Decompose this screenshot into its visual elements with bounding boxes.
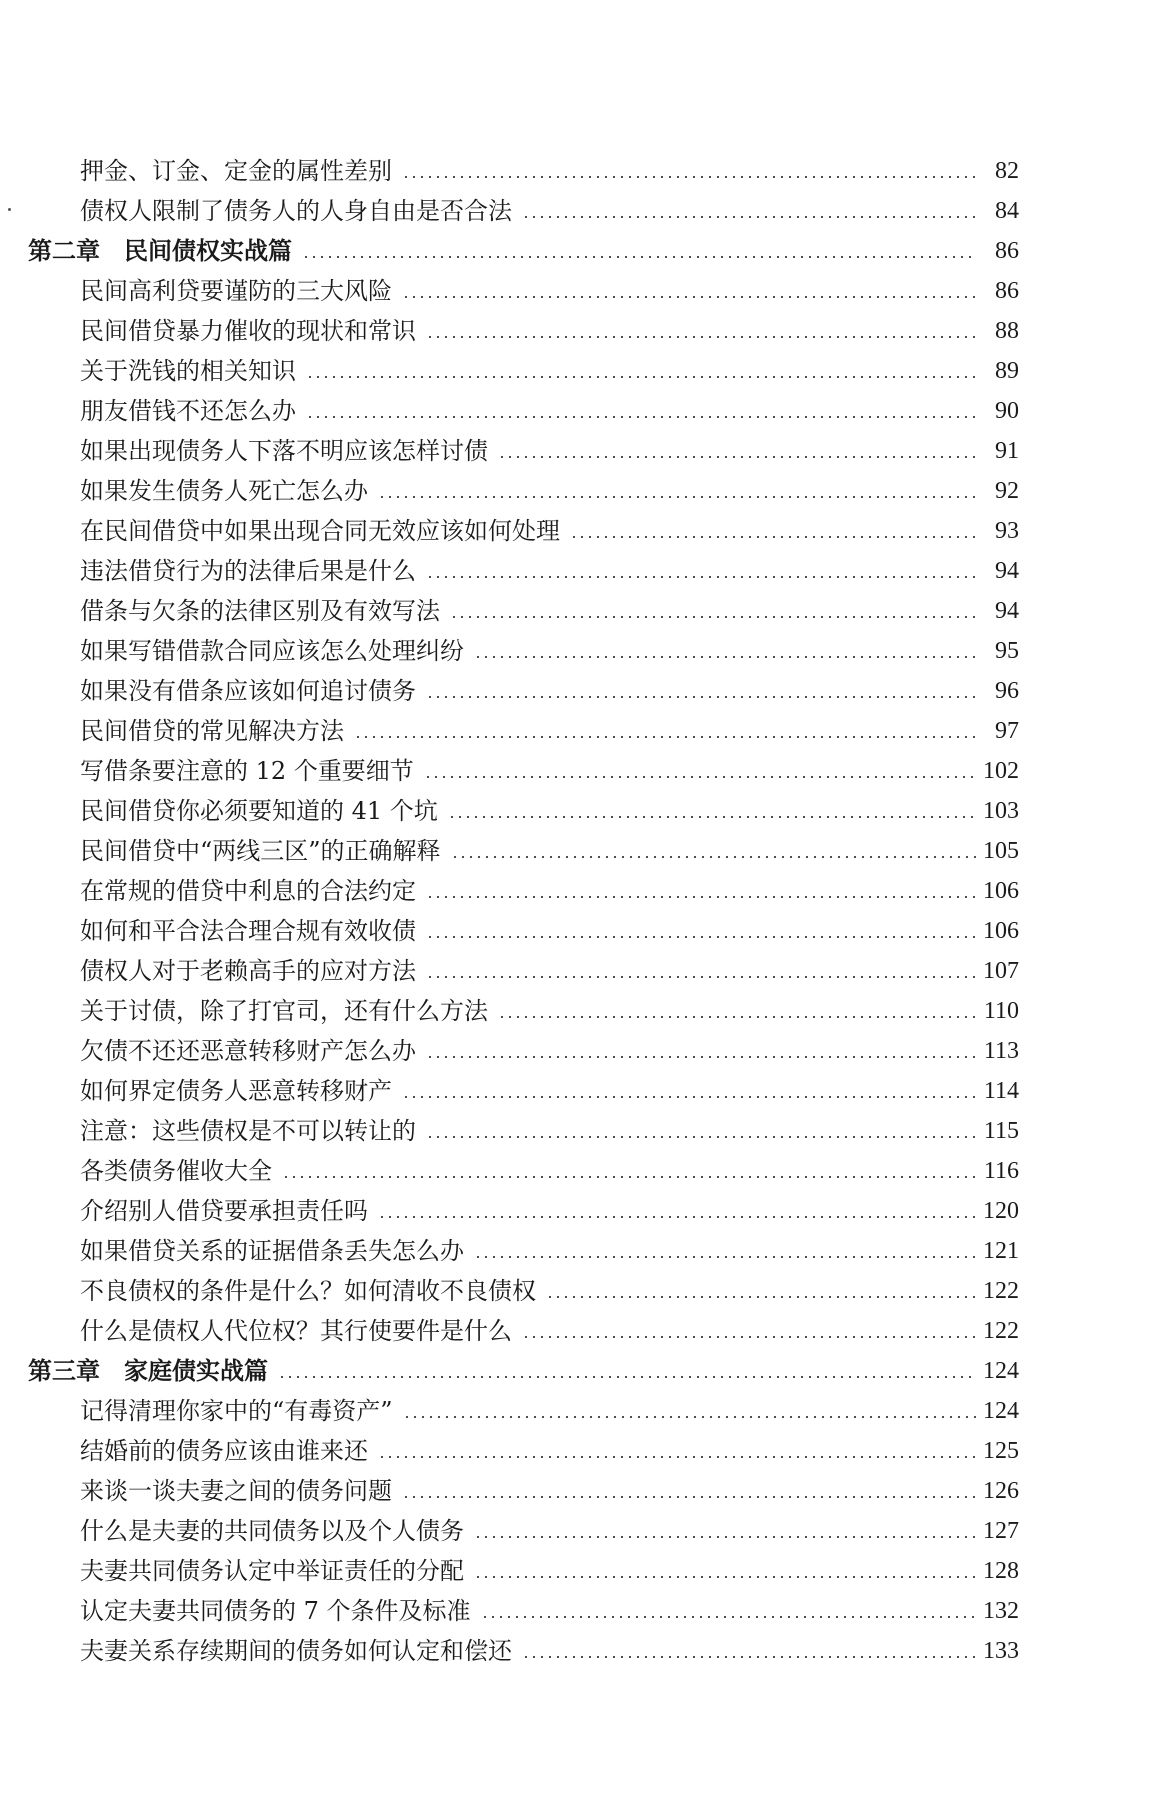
toc-entry-row xyxy=(0,706,1160,746)
entry-title: 朋友借钱不还怎么办 xyxy=(80,397,296,425)
toc-chapter-row xyxy=(0,226,1160,266)
toc-entry-row xyxy=(0,426,1160,466)
page-number: 88 xyxy=(995,318,1019,344)
toc-entry-row xyxy=(0,946,1160,986)
toc-entry-row xyxy=(0,1066,1160,1106)
dot-leader xyxy=(498,1016,977,1018)
entry-title: 借条与欠条的法律区别及有效写法 xyxy=(80,597,440,625)
toc-entry-row xyxy=(0,1226,1160,1266)
page-number: 125 xyxy=(983,1438,1019,1464)
toc-entry-row xyxy=(0,1426,1160,1466)
toc-entry-row xyxy=(0,506,1160,546)
dot-leader xyxy=(451,856,977,858)
entry-title: 民间借贷你必须要知道的 41 个坑 xyxy=(80,797,438,825)
toc-entry-row xyxy=(0,786,1160,826)
toc-entry-row xyxy=(0,626,1160,666)
entry-title: 各类债务催收大全 xyxy=(80,1157,272,1185)
page-number: 128 xyxy=(983,1558,1019,1584)
page-number: 114 xyxy=(983,1078,1019,1104)
toc-entry-row xyxy=(0,146,1160,186)
page-number: 126 xyxy=(983,1478,1019,1504)
dot-leader xyxy=(403,1416,977,1418)
dot-leader xyxy=(278,1376,977,1378)
page-number: 90 xyxy=(995,398,1019,424)
dot-leader xyxy=(402,1496,977,1498)
toc-entry-row xyxy=(0,1626,1160,1666)
page-number: 124 xyxy=(983,1398,1019,1424)
chapter-title: 第三章 家庭债实战篇 xyxy=(28,1356,268,1385)
toc-entry-row xyxy=(0,466,1160,506)
entry-title: 来谈一谈夫妻之间的债务问题 xyxy=(80,1477,392,1505)
dot-leader xyxy=(306,416,977,418)
entry-title: 注意：这些债权是不可以转让的 xyxy=(80,1117,416,1145)
dot-leader xyxy=(402,296,977,298)
page-number: 106 xyxy=(983,918,1019,944)
page-number: 120 xyxy=(983,1198,1019,1224)
entry-title: 结婚前的债务应该由谁来还 xyxy=(80,1437,368,1465)
entry-title: 民间借贷暴力催收的现状和常识 xyxy=(80,317,416,345)
page-number: 115 xyxy=(983,1118,1019,1144)
entry-title: 民间借贷的常见解决方法 xyxy=(80,717,344,745)
entry-title: 民间借贷中“两线三区”的正确解释 xyxy=(80,837,441,865)
entry-title: 认定夫妻共同债务的 7 个条件及标准 xyxy=(80,1597,471,1625)
page-number: 86 xyxy=(995,238,1019,264)
page-number: 95 xyxy=(995,638,1019,664)
toc-entry-row xyxy=(0,1026,1160,1066)
toc-entry-row xyxy=(0,1186,1160,1226)
entry-title: 写借条要注意的 12 个重要细节 xyxy=(80,757,414,785)
page-number: 132 xyxy=(983,1598,1019,1624)
dot-leader xyxy=(282,1176,977,1178)
dot-leader xyxy=(474,1576,977,1578)
dot-leader xyxy=(426,896,977,898)
dot-leader xyxy=(426,936,977,938)
toc-entry-row xyxy=(0,346,1160,386)
page-number: 93 xyxy=(995,518,1019,544)
dot-leader xyxy=(546,1296,977,1298)
page-number: 103 xyxy=(983,798,1019,824)
page-number: 105 xyxy=(983,838,1019,864)
page-number: 121 xyxy=(983,1238,1019,1264)
toc-entry-row xyxy=(0,1306,1160,1346)
toc-entry-row xyxy=(0,1466,1160,1506)
page-number: 102 xyxy=(983,758,1019,784)
entry-title: 如何界定债务人恶意转移财产 xyxy=(80,1077,392,1105)
page-number: 91 xyxy=(995,438,1019,464)
entry-title: 什么是债权人代位权？其行使要件是什么 xyxy=(80,1317,512,1345)
page-number: 86 xyxy=(995,278,1019,304)
toc-entry-row xyxy=(0,1266,1160,1306)
toc-entry-row xyxy=(0,1146,1160,1186)
page-number: 84 xyxy=(995,198,1019,224)
dot-leader xyxy=(426,696,977,698)
entry-title: 如果写错借款合同应该怎么处理纠纷 xyxy=(80,637,464,665)
entry-title: 在民间借贷中如果出现合同无效应该如何处理 xyxy=(80,517,560,545)
toc-entry-row xyxy=(0,186,1160,226)
dot-leader xyxy=(426,1136,977,1138)
page-number: 82 xyxy=(995,158,1019,184)
toc-entry-row xyxy=(0,586,1160,626)
toc-entry-row xyxy=(0,1386,1160,1426)
toc-entry-row xyxy=(0,1546,1160,1586)
dot-leader xyxy=(354,736,977,738)
dot-leader xyxy=(498,456,977,458)
page-number: 97 xyxy=(995,718,1019,744)
entry-title: 关于洗钱的相关知识 xyxy=(80,357,296,385)
dot-leader xyxy=(522,1656,977,1658)
entry-title: 债权人限制了债务人的人身自由是否合法 xyxy=(80,197,512,225)
entry-title: 押金、订金、定金的属性差别 xyxy=(80,157,392,185)
toc-entry-row xyxy=(0,906,1160,946)
dot-leader xyxy=(426,576,977,578)
page-number: 94 xyxy=(995,558,1019,584)
page-number: 92 xyxy=(995,478,1019,504)
dot-leader xyxy=(570,536,977,538)
dot-leader xyxy=(378,1456,977,1458)
chapter-title: 第二章 民间债权实战篇 xyxy=(28,236,292,265)
toc-entry-row xyxy=(0,866,1160,906)
toc-entry-row xyxy=(0,266,1160,306)
page-number: 89 xyxy=(995,358,1019,384)
stray-ink-dot xyxy=(8,208,11,211)
page-number: 96 xyxy=(995,678,1019,704)
toc-entry-row xyxy=(0,1506,1160,1546)
page-number: 107 xyxy=(983,958,1019,984)
dot-leader xyxy=(402,1096,977,1098)
page-number: 122 xyxy=(983,1318,1019,1344)
toc-entry-row xyxy=(0,546,1160,586)
dot-leader xyxy=(448,816,977,818)
entry-title: 夫妻关系存续期间的债务如何认定和偿还 xyxy=(80,1637,512,1665)
entry-title: 关于讨债，除了打官司，还有什么方法 xyxy=(80,997,488,1025)
page-number: 94 xyxy=(995,598,1019,624)
toc-entry-row xyxy=(0,1106,1160,1146)
entry-title: 什么是夫妻的共同债务以及个人债务 xyxy=(80,1517,464,1545)
page-number: 122 xyxy=(983,1278,1019,1304)
page-number: 106 xyxy=(983,878,1019,904)
entry-title: 民间高利贷要谨防的三大风险 xyxy=(80,277,392,305)
entry-title: 记得清理你家中的“有毒资产” xyxy=(80,1397,393,1425)
dot-leader xyxy=(402,176,977,178)
entry-title: 如果没有借条应该如何追讨债务 xyxy=(80,677,416,705)
dot-leader xyxy=(474,1256,977,1258)
dot-leader xyxy=(426,1056,977,1058)
entry-title: 在常规的借贷中利息的合法约定 xyxy=(80,877,416,905)
dot-leader xyxy=(481,1616,977,1618)
toc-entry-row xyxy=(0,386,1160,426)
entry-title: 如果出现债务人下落不明应该怎样讨债 xyxy=(80,437,488,465)
dot-leader xyxy=(302,256,977,258)
entry-title: 如果借贷关系的证据借条丢失怎么办 xyxy=(80,1237,464,1265)
entry-title: 欠债不还还恶意转移财产怎么办 xyxy=(80,1037,416,1065)
page-number: 133 xyxy=(983,1638,1019,1664)
dot-leader xyxy=(424,776,977,778)
dot-leader xyxy=(378,1216,977,1218)
entry-title: 如果发生债务人死亡怎么办 xyxy=(80,477,368,505)
entry-title: 不良债权的条件是什么？如何清收不良债权 xyxy=(80,1277,536,1305)
entry-title: 违法借贷行为的法律后果是什么 xyxy=(80,557,416,585)
dot-leader xyxy=(522,216,977,218)
dot-leader xyxy=(426,976,977,978)
dot-leader xyxy=(474,656,977,658)
dot-leader xyxy=(378,496,977,498)
page-number: 116 xyxy=(983,1158,1019,1184)
dot-leader xyxy=(474,1536,977,1538)
entry-title: 债权人对于老赖高手的应对方法 xyxy=(80,957,416,985)
toc-entry-row xyxy=(0,666,1160,706)
dot-leader xyxy=(306,376,977,378)
toc-entry-row xyxy=(0,306,1160,346)
dot-leader xyxy=(522,1336,977,1338)
entry-title: 如何和平合法合理合规有效收债 xyxy=(80,917,416,945)
page-number: 110 xyxy=(983,998,1019,1024)
entry-title: 夫妻共同债务认定中举证责任的分配 xyxy=(80,1557,464,1585)
dot-leader xyxy=(450,616,977,618)
dot-leader xyxy=(426,336,977,338)
page-number: 127 xyxy=(983,1518,1019,1544)
page-number: 113 xyxy=(983,1038,1019,1064)
page-number: 124 xyxy=(983,1358,1019,1384)
entry-title: 介绍别人借贷要承担责任吗 xyxy=(80,1197,368,1225)
toc-entry-row xyxy=(0,986,1160,1026)
toc-entry-row xyxy=(0,826,1160,866)
toc-chapter-row xyxy=(0,1346,1160,1386)
toc-entry-row xyxy=(0,1586,1160,1626)
toc-entry-row xyxy=(0,746,1160,786)
